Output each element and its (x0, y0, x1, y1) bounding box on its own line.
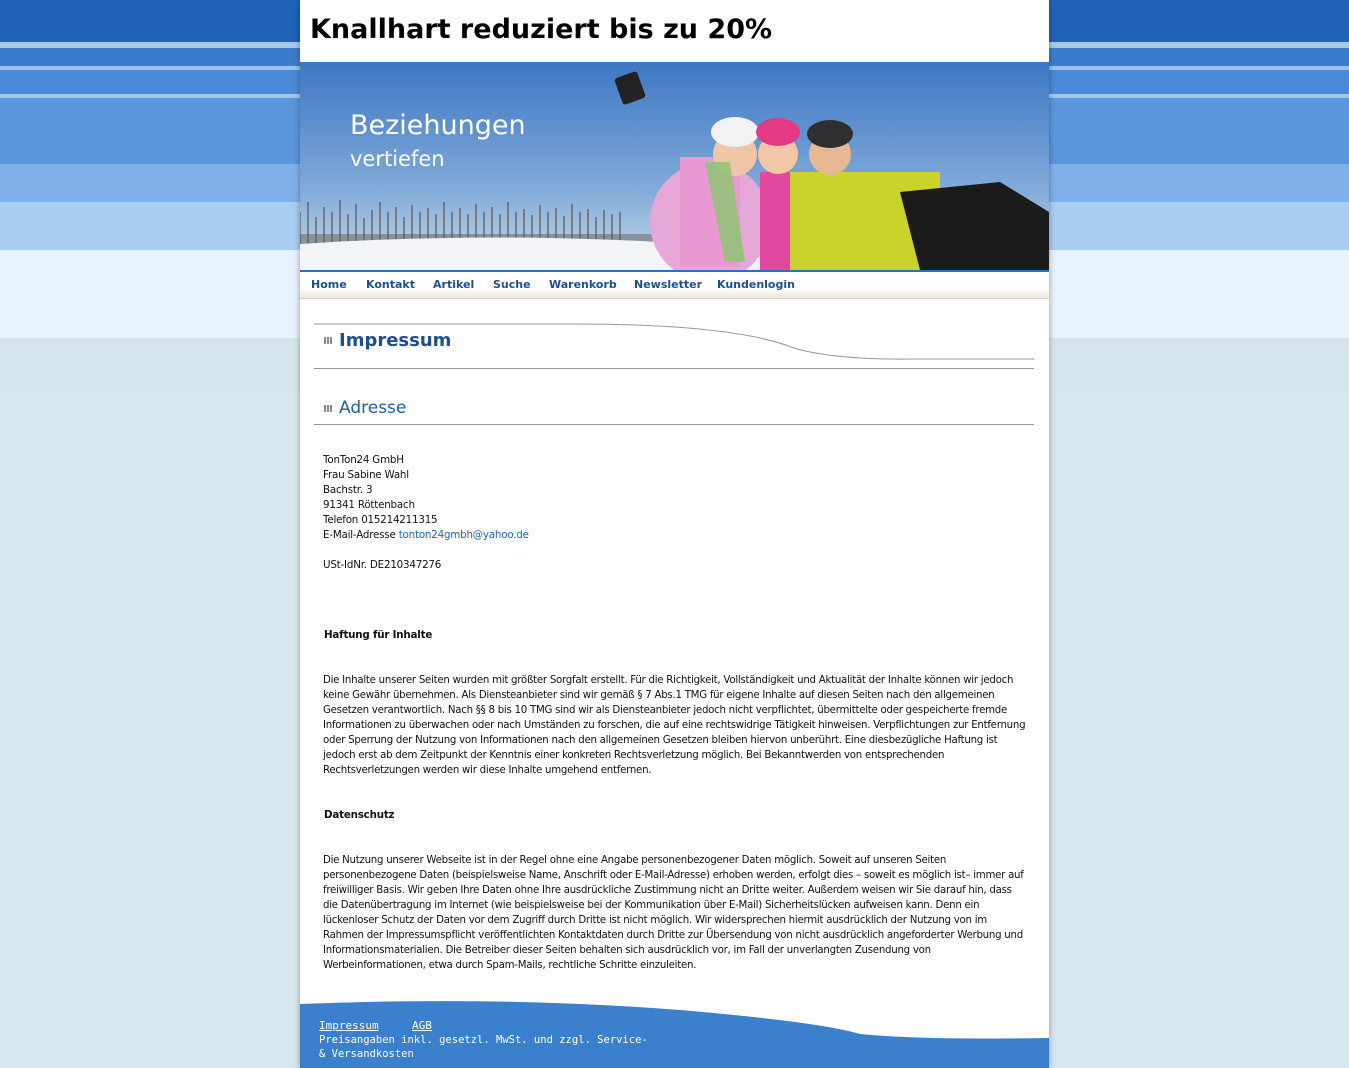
footer-link-impressum[interactable]: Impressum (319, 1019, 379, 1032)
liability-text: Die Inhalte unserer Seiten wurden mit größter Sorgfalt erstellt. Für die Richtigkeit, Vollständigkeit und Aktualität der Inhalte können wir jedoch keine Gewähr übernehmen. Als Diensteanbieter sind wir gemäß § 7 Abs.1 TMG für eigene Inhalte auf diesen Seiten nach den allgemeinen Gesetzen verantwortlich. Nach §§ 8 bis 10 TMG sind wir als Diensteanbieter jedoch nicht verpflichtet, übermittelte oder gespeicherte fremde Informationen zu überwachen oder nach Umständen zu forschen, die auf eine rechtswidrige Tätigkeit hinweisen. Verpflichtungen zur Entfernung oder Sperrung der Nutzung von Informationen nach den allgemeinen Gesetzen bleiben hiervon unberührt. Eine diesbezügliche Haftung ist jedoch erst ab dem Zeitpunkt der Kenntnis einer konkreten Rechtsverletzung möglich. Bei Bekanntwerden von entsprechenden Rechtsverletzungen werden wir diese Inhalte umgehend entfernen. (323, 675, 1026, 776)
heading-marker-icon (324, 337, 334, 344)
promo-headline: Knallhart reduziert bis zu 20% (310, 14, 773, 45)
vat-id: USt-IdNr. DE210347276 (323, 559, 442, 571)
nav-home[interactable]: Home (311, 278, 347, 291)
page-container (300, 0, 1049, 1068)
phone: Telefon 015214211315 (323, 514, 438, 526)
street: Bachstr. 3 (323, 484, 373, 496)
footer-price-note: Preisangaben inkl. gesetzl. MwSt. und zzgl. Service- & Versandkosten (319, 1034, 648, 1060)
contact-person: Frau Sabine Wahl (323, 469, 409, 481)
company-name: TonTon24 GmbH (323, 454, 404, 466)
city: 91341 Röttenbach (323, 499, 415, 511)
banner-title: Beziehungen (350, 110, 526, 141)
banner-image (300, 62, 1049, 270)
page-title: Impressum (339, 330, 452, 351)
section-marker-icon (324, 405, 334, 412)
nav-kundenlogin[interactable]: Kundenlogin (717, 278, 795, 291)
privacy-heading: Datenschutz (324, 809, 395, 821)
footer-link-agb[interactable]: AGB (412, 1019, 432, 1032)
address-block (323, 453, 529, 573)
nav-kontakt[interactable]: Kontakt (366, 278, 415, 291)
nav-suche[interactable]: Suche (493, 278, 531, 291)
nav-artikel[interactable]: Artikel (433, 278, 475, 291)
address-heading: Adresse (339, 398, 407, 418)
nav-newsletter[interactable]: Newsletter (634, 278, 703, 291)
liability-heading: Haftung für Inhalte (324, 629, 433, 641)
promo-bar (300, 0, 1049, 62)
hero-banner (300, 62, 1049, 270)
divider (314, 424, 1034, 425)
privacy-text: Die Nutzung unserer Webseite ist in der Regel ohne eine Angabe personenbezogener Daten möglich. Soweit auf unseren Seiten personenbezogene Daten (beispielsweise Name, Anschrift oder E-Mail-Adresse) erhoben werden, erfolgt dies – soweit es möglich ist– immer auf freiwilliger Basis. Wir geben Ihre Daten ohne Ihre ausdrückliche Zustimmung nicht an Dritte weiter. Außerdem weisen wir Sie darauf hin, dass die Datenübertragung im Internet (wie beispielsweise bei der Kommunikation über E-Mail) Sicherheitslücken aufweisen kann. Denn ein lückenloser Schutz der Daten vor dem Zugriff durch Dritte ist nicht möglich. Wir widersprechen hiermit ausdrücklich der Nutzung von im Rahmen der Impressumspflicht veröffentlichten Kontaktdaten durch Dritte zur Übersendung von nicht ausdrücklich angeforderter Werbung und Informationsmaterialien. Die Betreiber dieser Seiten behalten sich ausdrücklich vor, im Fall der unverlangten Zusendung von Werbeinformationen, etwa durch Spam-Mails, rechtliche Schritte einzuleiten. (323, 855, 1024, 971)
nav-warenkorb[interactable]: Warenkorb (549, 278, 617, 291)
email-label: E-Mail-Adresse (323, 529, 399, 541)
email-line (323, 528, 529, 543)
banner-subtitle: vertiefen (350, 147, 445, 171)
email-link[interactable]: tonton24gmbh@yahoo.de (398, 529, 529, 541)
main-navigation (300, 270, 1049, 299)
